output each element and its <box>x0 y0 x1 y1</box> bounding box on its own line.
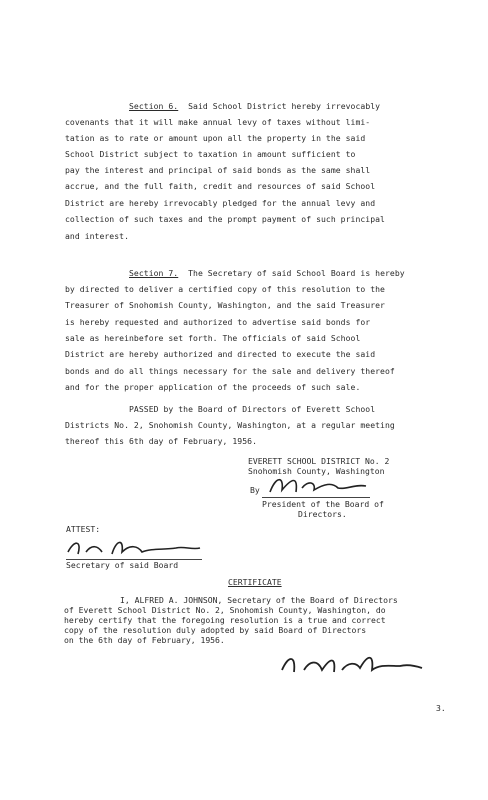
section-7-line-8: and for the proper application of the proceeds of such sale. <box>65 382 361 392</box>
section-6-line-7: District are hereby irrevocably pledged for the annual levy and <box>65 198 376 208</box>
section-6-line-1: Section 6. Said School District hereby irrevocably <box>129 101 381 111</box>
by-label: By <box>250 485 260 495</box>
section-7-line-4: is hereby requested and authorized to advertise said bonds for <box>65 317 371 327</box>
section-6-line-9: and interest. <box>65 231 129 241</box>
section-6-line-8: collection of such taxes and the prompt payment of such principal <box>65 214 385 224</box>
district-name: EVERETT SCHOOL DISTRICT No. 2 <box>248 456 390 466</box>
passed-line-3: thereof this 6th day of February, 1956. <box>65 436 257 446</box>
passed-line-2: Districts No. 2, Snohomish County, Washington, at a regular meeting <box>65 420 395 430</box>
section-6-line-2: covenants that it will make annual levy of taxes without limi- <box>65 117 371 127</box>
certificate-line-2: of Everett School District No. 2, Snohomish County, Washington, do <box>64 605 386 615</box>
section-6-line-3: tation as to rate or amount upon all the property in the said <box>65 133 366 143</box>
president-signature <box>262 472 372 498</box>
certificate-line-3: hereby certify that the foregoing resolution is a true and correct <box>64 615 386 625</box>
section-7-line-6: District are hereby authorized and directed to execute the said <box>65 349 376 359</box>
attest-label: ATTEST: <box>66 524 101 534</box>
certificate-line-1: I, ALFRED A. JOHNSON, Secretary of the Board of Directors <box>120 595 398 605</box>
president-signature-line <box>262 497 370 498</box>
page-number: 3. <box>436 703 446 713</box>
secretary-signature <box>64 534 204 560</box>
section-6-line-5: pay the interest and principal of said bonds as the same shall <box>65 165 371 175</box>
president-title: President of the Board of <box>262 499 384 509</box>
section-6-line-4: School District subject to taxation in amount sufficient to <box>65 149 356 159</box>
passed-line-1: PASSED by the Board of Directors of Everett School <box>129 404 376 414</box>
section-6-line-6: accrue, and the full faith, credit and resources of said School <box>65 181 376 191</box>
certificate-line-4: copy of the resolution duly adopted by said Board of Directors <box>64 625 367 635</box>
section-7-line-7: bonds and do all things necessary for the sale and delivery thereof <box>65 366 395 376</box>
section-6-heading: Section 6. <box>129 101 179 111</box>
section-7-line-2: by directed to deliver a certified copy of this resolution to the <box>65 284 385 294</box>
secretary-title: Secretary of said Board <box>66 560 179 570</box>
section-7-line-5: sale as hereinbefore set forth. The officials of said School <box>65 333 361 343</box>
section-7-line-1: Section 7. The Secretary of said School Board is hereby <box>129 268 405 278</box>
district-county: Snohomish County, Washington <box>248 466 385 476</box>
certificate-line-5: on the 6th day of February, 1956. <box>64 635 225 645</box>
certificate-signature <box>276 648 424 682</box>
directors-title: Directors. <box>298 509 347 519</box>
certificate-heading: CERTIFICATE <box>228 577 282 587</box>
section-7-heading: Section 7. <box>129 268 179 278</box>
section-7-line-3: Treasurer of Snohomish County, Washington, and the said Treasurer <box>65 300 385 310</box>
